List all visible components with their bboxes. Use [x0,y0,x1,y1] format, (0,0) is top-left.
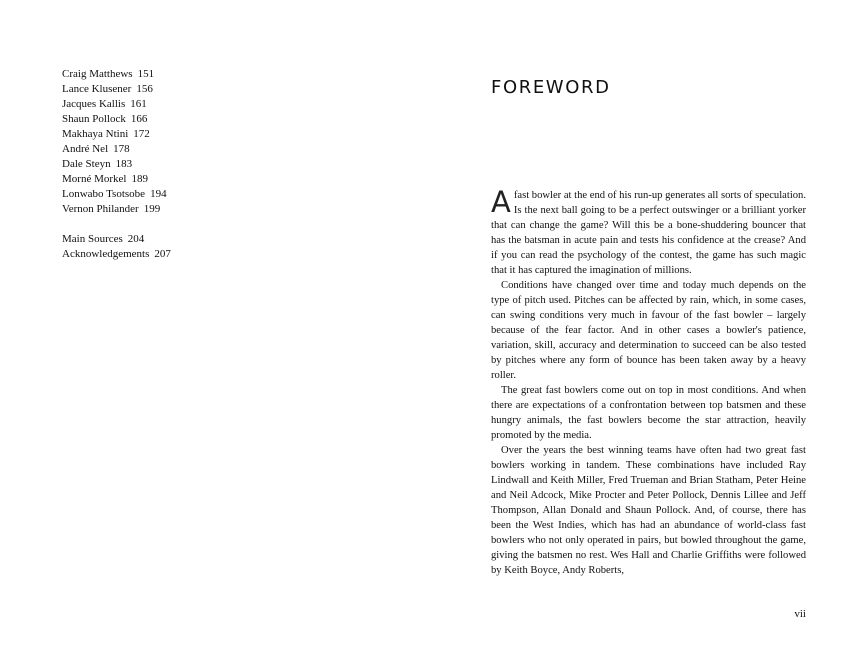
toc-entry [62,67,171,82]
toc-entry-page: 166 [130,113,148,125]
toc-entry-name: Makhaya Ntini [62,128,129,140]
page-number: vii [794,608,806,620]
toc-entry-name: Acknowledgements [62,248,150,260]
toc-entry [62,97,171,112]
toc-entry-page: 204 [127,233,145,245]
paragraph [491,185,806,278]
toc-entry-name: Main Sources [62,233,123,245]
toc-entry [62,247,171,262]
toc-entry-name: Lance Klusener [62,83,132,95]
toc-entry [62,127,171,142]
foreword-body [491,185,806,578]
toc-entry-name: Vernon Philander [62,203,139,215]
toc-entry-name: André Nel [62,143,109,155]
toc-entry-page: 156 [136,83,153,95]
right-page [434,0,868,664]
toc-entry [62,142,171,157]
paragraph: Over the years the best winning teams have often had two great fast bowlers working in tandem. These combinations have included Ray Lindwall and Keith Miller, Fred Trueman and Brian Statham, Peter Heine and Neil Adcock, Mike Procter and Peter Pollock, Dennis Lillee and Jeff Thompson, Allan Donald and Shaun Pollock. And, of course, there has been the West Indies, which has had an abundance of world-class fast bowlers who not only operated in pairs, but bowled throughout the game, giving the batsmen no rest. Wes Hall and Charlie Griffiths were followed by Keith Boyce, Andy Roberts, [491,445,806,576]
toc-entry [62,82,171,97]
toc-spacer [62,217,171,232]
toc-entry-page: 207 [154,248,171,260]
toc-entry-page: 151 [137,68,155,80]
toc-entry [62,232,171,247]
table-of-contents [62,67,171,262]
paragraph: Conditions have changed over time and today much depends on the type of pitch used. Pitches can be affected by rain, which, in some cases, can swing conditions very much in favour of the fast bowler – largely because of the fear factor. And in other cases a bowler's patience, variation, skill, accuracy and determination to succeed can be also tested by pitches where any form of bounce has been taken away by a heavy roller. [491,280,806,381]
chapter-title: FOREWORD [491,77,611,98]
toc-entry-name: Shaun Pollock [62,113,126,125]
toc-entry-page: 178 [113,143,130,155]
toc-entry [62,202,171,217]
drop-cap: A [491,185,511,219]
toc-entry-name: Craig Matthews [62,68,133,80]
toc-entry-name: Jacques Kallis [62,98,126,110]
toc-entry-name: Lonwabo Tsotsobe [62,188,146,200]
toc-entry-name: Dale Steyn [62,158,111,170]
toc-entry-page: 172 [133,128,150,140]
paragraph-text: fast bowler at the end of his run-up generates all sorts of speculation. Is the next ball going to be a perfect outswinger or a brilliant yorker that can change the game? Will this be a bone-shuddering bouncer that has the batsman in acute pain and tests his confidence at the crease? And if you can read the psychology of the contest, the game has such magic that it has captured the imagination of millions. [491,190,806,276]
toc-entry [62,187,171,202]
toc-entry-page: 199 [143,203,161,215]
toc-entry [62,112,171,127]
toc-entry-name: Morné Morkel [62,173,127,185]
toc-entry [62,157,171,172]
toc-entry-page: 189 [131,173,148,185]
toc-entry-page: 161 [130,98,147,110]
paragraph: The great fast bowlers come out on top in most conditions. And when there are expectations of a confrontation between top batsmen and these hungry animals, the fast bowlers become the star attraction, heavily promoted by the media. [491,385,806,441]
toc-entry-page: 194 [150,188,167,200]
toc-entry-page: 183 [115,158,133,170]
toc-entry [62,172,171,187]
